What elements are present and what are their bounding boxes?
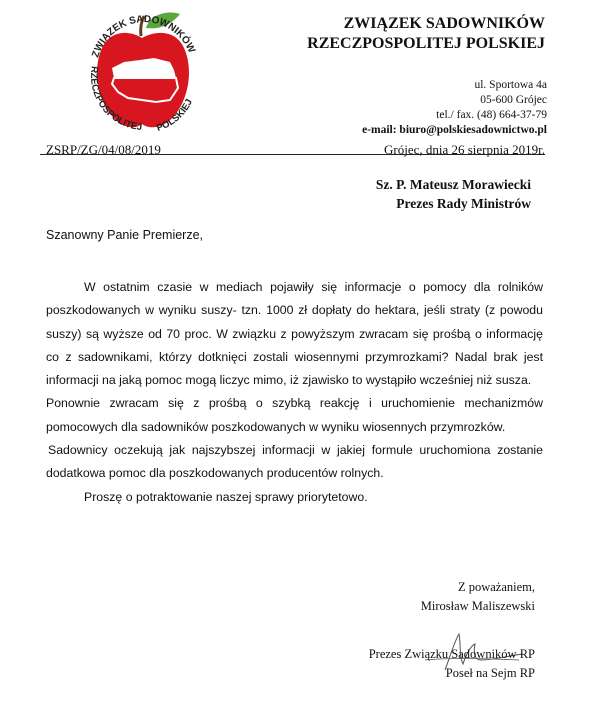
org-name-line1: ZWIĄZEK SADOWNIKÓW [343, 15, 545, 32]
organization-name [307, 14, 545, 54]
street: ul. Sportowa 4a [474, 79, 547, 91]
letter-body [46, 276, 543, 509]
salutation: Szanowny Panie Premierze, [46, 228, 204, 242]
org-name-line2: RZECZPOSPOLITEJ POLSKIEJ [307, 35, 545, 52]
union-logo [84, 8, 202, 140]
logo-right-text: POLSKIEJ [155, 97, 195, 134]
paragraph-1: W ostatnim czasie w mediach pojawiły się informacje o pomocy dla rolników poszkodowanych w wyniku suszy- tzn. 1000 zł dopłaty do hektara, jeśli straty (z powodu suszy) są wyższe od 70 proc. W związku z powyższym zwracam się prośbą o informację co z sadownikami, którzy dotknięci zostali wiosennymi przymrozkami? Nadal brak jest informacji na jaką pomoc mogą liczyc mimo, iż zjawisko to wystąpiło wcześniej niż susza. [46, 280, 543, 388]
reference-line [46, 142, 545, 158]
phone: tel./ fax. (48) 664-37-79 [436, 109, 547, 121]
email: e-mail: biuro@polskiesadownictwo.pl [362, 124, 547, 136]
paragraph-2: Ponownie zwracam się z prośbą o szybką reakcję i uruchomienie mechanizmów pomocowych dla sadowników poszkodowanych w wyniku wiosennych przymrozków. [46, 396, 543, 434]
signer-position-2: Poseł na Sejm RP [445, 666, 535, 680]
recipient-block [376, 175, 531, 213]
signer-position: Prezes Związku Sadowników RP [368, 647, 535, 661]
paragraph-3: Sadownicy oczekują jak najszybszej informacji w jakiej formule uruchomiona zostanie dodatkowa pomoc dla poszkodowanych producentów rolnych. [46, 443, 543, 481]
place-date: Grójec, dnia 26 sierpnia 2019r. [383, 142, 545, 157]
postal-city: 05-600 Grójec [480, 94, 547, 106]
logo-left-text: RZECZPOSPOLITEJ [88, 65, 143, 134]
recipient-name: Sz. P. Mateusz Morawiecki [375, 177, 531, 192]
address-block [362, 78, 547, 138]
recipient-title: Prezes Rady Ministrów [396, 196, 531, 211]
closing-block [421, 578, 535, 616]
paragraph-4: Proszę o potraktowanie naszej sprawy priorytetowo. [84, 489, 368, 504]
signer-name: Mirosław Maliszewski [420, 599, 535, 613]
reference-number: ZSRP/ZG/04/08/2019 [46, 142, 161, 157]
signature-block [369, 645, 535, 683]
logo-top-text: ZWIĄZEK SADOWNIKÓW [90, 14, 197, 59]
poland-flag-map [112, 58, 178, 102]
header-divider [40, 154, 545, 155]
regards: Z poważaniem, [457, 580, 535, 594]
